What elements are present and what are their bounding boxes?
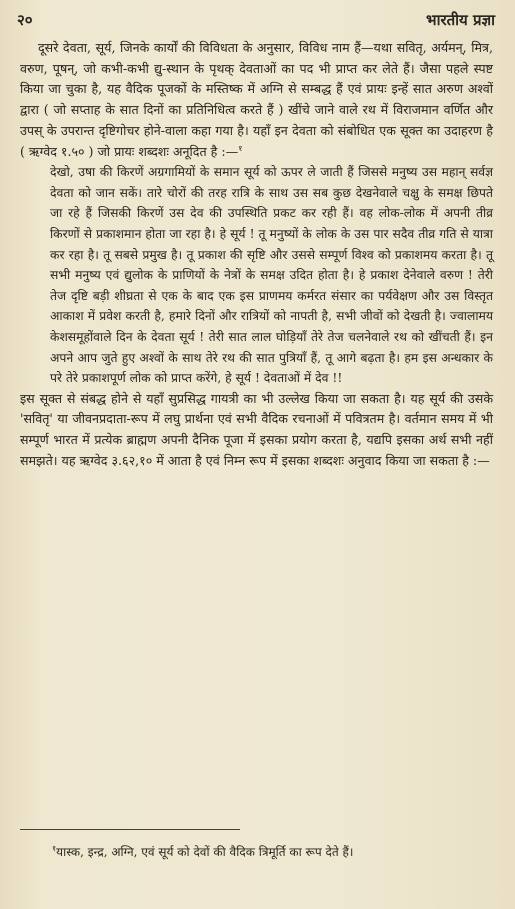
- hymn-quotation: देखो, उषा की किरणें अग्रगामियों के समान सूर्य को ऊपर ले जाती हैं जिससे मनुष्य उस महान् सर्वज्ञ देवता को जान सकें। तारे चोरों की तरह रात्रि के साथ उस सब कुछ देखनेवाले चक्षु के समक्ष छिपते जा रहे हैं जिसकी किरणें उस देव की उपस्थिति प्रकट कर रही हैं। वह लोक-लोक में अपनी तीव्र किरणों से प्रकाशमान होता जा रहा है। हे सूर्य ! तू मनुष्यों के लोक के उस पार सदैव तीव्र गति से यात्रा कर रहा है। तू सबसे प्रमुख है। तू प्रकाश की सृष्टि और उससे सम्पूर्ण विश्व को प्रकाशमय करता है। तू सभी मनुष्य एवं द्युलोक के प्राणियों के नेत्रों के समक्ष उदित होता है। हे प्रकाश देनेवाले वरुण ! तेरी तेज दृष्टि बड़ी शीघ्रता से एक के बाद एक इस प्राणमय कर्मरत संसार का पर्यवेक्षण और उस विस्तृत आकाश में प्रवेश करती है, हमारे दिनों और रात्रियों को नापती है, सभी जीवों को देखती है। ज्वालामय केशसमूहोंवाले दिन के देवता सूर्य ! तेरी सात लाल घोड़ियाँ तेरे तेज चलनेवाले रथ को खींचती हैं। इन अपने आप जुते हुए अश्वों के साथ तेरे रथ की सात पुत्रियाँ हैं, तू आगे बढ़ता है। हम इस अन्धकार के परे तेरे प्रकाशपूर्ण लोक को प्राप्त करेंगे, हे सूर्य ! देवताओं में देव !!: [50, 165, 494, 386]
- footnote: [22, 842, 493, 862]
- intro-footnote-mark: १: [238, 143, 243, 153]
- intro-text: दूसरे देवता, सूर्य, जिनके कार्यों की विविधता के अनुसार, विविध नाम हैं—यथा सवितृ, अर्यमन्, मित्र, वरुण, पूषन्, जो कभी-कभी द्यु-स्थान के पृथक् देवताओं का पद भी प्राप्त कर लेते हैं। जैसा पहले स्पष्ट किया जा चुका है, यह वैदिक पूजकों के मस्तिष्क में अग्नि से सम्बद्ध हैं एवं प्रायः इन्हें सात अरुण अश्वों द्वारा ( जो सप्ताह के सात दिनों का प्रतिनिधित्व करते हैं ) खींचे जाने वाले रथ में विराजमान वर्णित और उपस् के उपरान्त दृष्टिगोचर होने-वाला कहा गया है। यहाँ इन देवता को संबोधित एक सूक्त का उदाहरण है ( ऋग्वेद १.५० ) जो प्रायः शब्दशः अनूदित है :—: [20, 40, 493, 159]
- footnote-rule: [20, 829, 240, 830]
- footnote-text: यास्क, इन्द्र, अग्नि, एवं सूर्य को देवों की वैदिक त्रिमूर्ति का रूप देते हैं।: [56, 845, 354, 859]
- intro-paragraph: [20, 38, 493, 162]
- page-header: [17, 10, 495, 34]
- gayatri-paragraph: इस सूक्त से संबद्ध होने से यहाँ सुप्रसिद्ध गायत्री का भी उल्लेख किया जा सकता है। यह सूर्य की उसके 'सवितृ' या जीवनप्रदाता-रूप में लघु प्रार्थना एवं सभी वैदिक रचनाओं में पवित्रतम है। वर्तमान समय में भी सम्पूर्ण भारत में प्रत्येक ब्राह्मण अपनी दैनिक पूजा में इसका प्रयोग करता है, यद्यपि इसका अर्थ सभी नहीं समझते। यह ऋग्वेद ३.६२,१० में आता है एवं निम्न रूप में इसका शब्दशः अनुवाद किया जा सकता है :—: [20, 390, 493, 468]
- page-body: [20, 38, 493, 472]
- running-head: भारतीय प्रज्ञा: [426, 11, 495, 29]
- footnote-mark: १: [52, 844, 57, 853]
- page-number: २०: [17, 11, 33, 29]
